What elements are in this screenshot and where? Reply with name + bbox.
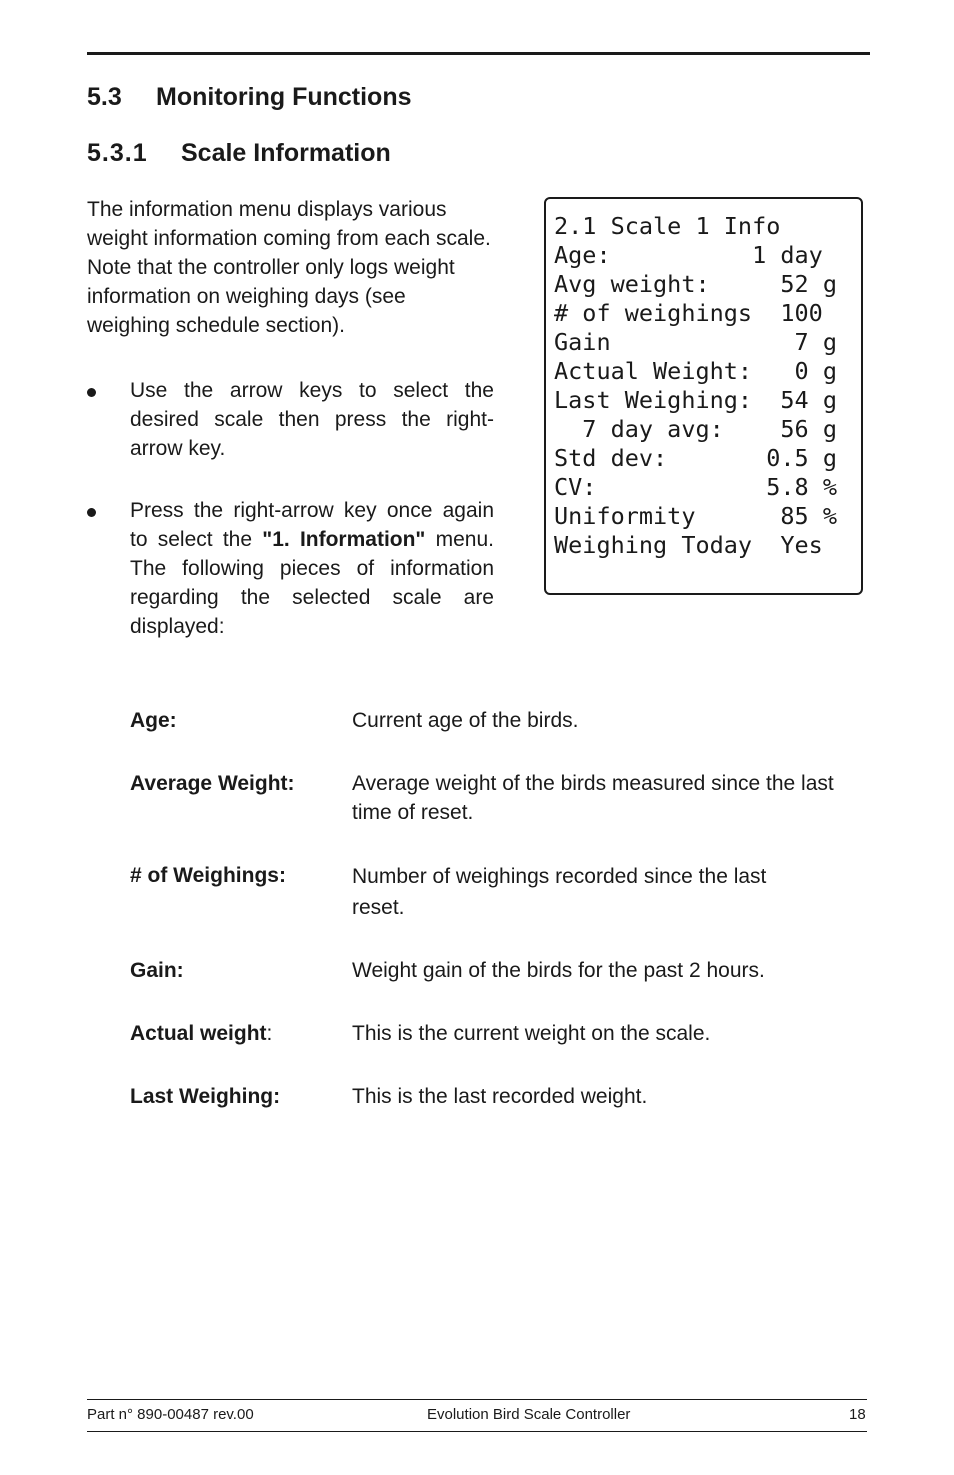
footer-page-number: 18 bbox=[849, 1406, 866, 1423]
bullet-item bbox=[87, 376, 494, 463]
footer-bottom-rule bbox=[87, 1431, 867, 1432]
footer-top-rule bbox=[87, 1399, 867, 1400]
definition-desc: This is the current weight on the scale. bbox=[352, 1022, 711, 1045]
definition-term: Last Weighing: bbox=[130, 1085, 281, 1108]
section-number: 5.3 bbox=[87, 83, 122, 111]
lcd-display bbox=[544, 197, 863, 595]
section-heading bbox=[87, 83, 412, 112]
definition-term: # of Weighings: bbox=[130, 864, 286, 887]
intro-paragraph: The information menu displays various weight information coming from each scale. Note that the controller only logs weight information on weighing days (see weighing schedule section). bbox=[87, 198, 491, 337]
bullet-text: Use the arrow keys to select the desired scale then press the right-arrow key. bbox=[130, 379, 494, 460]
bullet-text: Press the right-arrow key once again to select the "1. Information" menu. The following pieces of information regarding the selected scale are displayed: bbox=[130, 499, 494, 638]
bullet-item bbox=[87, 496, 494, 641]
definition-desc: Number of weighings recorded since the last reset. bbox=[352, 865, 767, 919]
definition-desc: This is the last recorded weight. bbox=[352, 1085, 648, 1108]
definition-desc: Weight gain of the birds for the past 2 hours. bbox=[352, 959, 765, 982]
menu-name: "1. Information" bbox=[262, 528, 426, 551]
footer-part-number: Part n° 890-00487 rev.00 bbox=[87, 1406, 254, 1423]
subsection-heading bbox=[87, 139, 391, 168]
definition-term: Age: bbox=[130, 709, 177, 732]
bullet-dot-icon bbox=[87, 388, 96, 397]
subsection-title: Scale Information bbox=[181, 139, 391, 167]
lcd-text: 2.1 Scale 1 Info Age: 1 day Avg weight: 52 g # of weighings 100 Gain 7 g Actual Weight: 0 g Last Weighing: 54 g 7 day avg: 56 g Std dev: 0.5 g CV: 5.8 % Uniformity 85 % Weighing Today Yes bbox=[554, 212, 837, 559]
definition-desc: Current age of the birds. bbox=[352, 709, 579, 732]
footer-product-name: Evolution Bird Scale Controller bbox=[427, 1406, 631, 1423]
definition-term: Average Weight: bbox=[130, 772, 295, 795]
definition-term: Actual weight: bbox=[130, 1022, 273, 1045]
bullet-dot-icon bbox=[87, 508, 96, 517]
subsection-number: 5.3.1 bbox=[87, 139, 148, 167]
definition-desc: Average weight of the birds measured since the last time of reset. bbox=[352, 772, 834, 824]
definition-term: Gain: bbox=[130, 959, 184, 982]
top-rule bbox=[87, 52, 870, 55]
section-title: Monitoring Functions bbox=[156, 83, 412, 111]
